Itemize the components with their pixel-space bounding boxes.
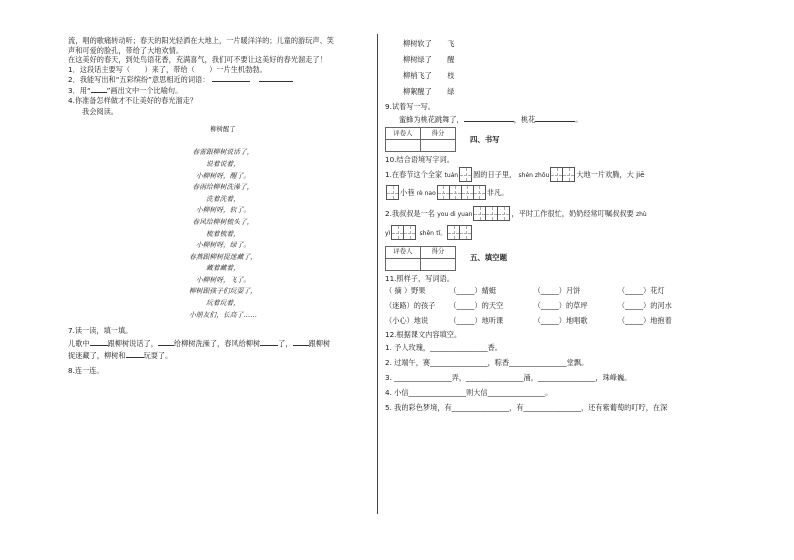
column-divider bbox=[377, 34, 378, 514]
question-10: 10.结合语境写字词。 bbox=[385, 155, 454, 165]
match-right: 绿 bbox=[447, 87, 455, 96]
question-12-item[interactable]: 5. 我的彩色梦境，有________________，有________________，还有紫葡萄的叮咛，在深 bbox=[385, 402, 668, 412]
poem-line: 春雷跟柳树说话了， bbox=[192, 148, 254, 157]
question-12-item[interactable]: 1. 予人玫瑰，________________香。 bbox=[385, 342, 502, 352]
poem-line: 小柳树呀，醒了。 bbox=[195, 171, 251, 180]
passage-line: 声和可爱的脸孔，带给了大地欢情。 bbox=[68, 45, 184, 55]
answer-blank[interactable] bbox=[259, 74, 293, 82]
fill-text: 捉迷藏了，柳树和 bbox=[68, 351, 126, 361]
question-7: 7.读一读，填一填。 bbox=[68, 326, 133, 336]
question-3-suffix: ”画出文中一个比喻句。 bbox=[106, 85, 183, 95]
poem bbox=[76, 124, 370, 322]
left-column bbox=[68, 36, 370, 376]
word-item: （小心）地说 bbox=[385, 316, 429, 326]
word-item[interactable]: （_____）月饼 bbox=[533, 286, 581, 296]
question-10-2-cont bbox=[385, 224, 715, 243]
score-cell[interactable] bbox=[421, 258, 456, 270]
score-label-score: 得分 bbox=[421, 128, 456, 140]
match-left: 柳树软了 bbox=[403, 39, 432, 48]
fill-text: 1.在春节这个全家 bbox=[385, 169, 443, 179]
poem-line: 春风给柳树梳头了， bbox=[192, 217, 254, 226]
poem-line: 小柳树呀，飞了。 bbox=[195, 275, 251, 284]
question-2-label: 2．我能写出和“五彩缤纷”意思相近的词语： bbox=[68, 75, 210, 85]
word-item[interactable]: （_____）地抱着 bbox=[617, 316, 672, 326]
question-10-2 bbox=[385, 205, 715, 224]
score-label-grader: 评卷人 bbox=[386, 128, 421, 140]
question-11-rows bbox=[385, 283, 715, 328]
poem-line: 洗着洗着， bbox=[206, 194, 240, 203]
writing-grid[interactable] bbox=[473, 206, 510, 221]
score-cell[interactable] bbox=[386, 258, 421, 270]
word-item[interactable]: （_____）地听课 bbox=[449, 316, 504, 326]
question-2 bbox=[68, 74, 370, 85]
underline-sample bbox=[91, 85, 107, 93]
answer-blank[interactable] bbox=[464, 114, 514, 122]
question-9-fill bbox=[385, 114, 715, 125]
question-10-1 bbox=[385, 167, 715, 184]
poem-line: 柳树跟孩子们玩耍了， bbox=[189, 287, 257, 296]
question-12-item[interactable]: 2. 过端午，赛________________，粽香________________堂飘。 bbox=[385, 357, 589, 367]
fill-text: 玩耍了。 bbox=[143, 351, 173, 361]
pinyin: rè nao bbox=[416, 189, 436, 197]
pinyin: tǐ。 bbox=[436, 229, 447, 237]
word-item[interactable]: （_____）的天空 bbox=[449, 301, 504, 311]
poem-line: 说着说着， bbox=[206, 159, 240, 168]
match-row[interactable] bbox=[403, 68, 715, 84]
word-item[interactable]: （_____）的河水 bbox=[617, 301, 672, 311]
answer-blank[interactable] bbox=[293, 338, 309, 346]
score-label-grader: 评卷人 bbox=[386, 246, 421, 258]
match-right: 飞 bbox=[447, 39, 455, 48]
match-row[interactable] bbox=[403, 84, 715, 100]
question-3 bbox=[68, 85, 370, 96]
word-item[interactable]: （_____）的草坪 bbox=[533, 301, 588, 311]
writing-grid[interactable] bbox=[386, 185, 399, 200]
answer-blank[interactable] bbox=[260, 338, 278, 346]
poem-line: 藏着藏着， bbox=[206, 264, 240, 273]
word-item[interactable]: （_____）地唱歌 bbox=[533, 316, 588, 326]
writing-grid[interactable] bbox=[459, 167, 472, 182]
section-4-header bbox=[385, 127, 715, 152]
score-table bbox=[385, 246, 456, 271]
pinyin: tuán bbox=[444, 171, 459, 179]
fill-text: 给柳树洗澡了，春风给柳树 bbox=[173, 338, 261, 348]
match-right: 枝 bbox=[447, 71, 455, 80]
match-left: 柳树绿了 bbox=[403, 55, 432, 64]
pinyin: shēn bbox=[419, 229, 434, 237]
reading-heading: 我会阅读。 bbox=[82, 107, 118, 117]
writing-grid[interactable] bbox=[437, 185, 486, 200]
match-list bbox=[403, 36, 715, 100]
question-11: 11.照样子，写词语。 bbox=[385, 273, 454, 283]
poem-line: 春燕跟柳树捉迷藏了， bbox=[189, 252, 257, 261]
poem-line: 玩着玩着， bbox=[206, 299, 240, 308]
writing-grid[interactable] bbox=[391, 225, 416, 240]
answer-blank[interactable] bbox=[90, 338, 108, 346]
question-4: 4.你准备怎样做才不让美好的春光溜走？ bbox=[68, 95, 198, 105]
answer-blank[interactable] bbox=[158, 338, 174, 346]
poem-line: 小朋友们，长高了…… bbox=[189, 310, 257, 319]
section-title: 四、书写 bbox=[470, 134, 500, 144]
fill-text: 跟柳树说话了， bbox=[107, 338, 158, 348]
question-8: 8.连一连。 bbox=[68, 366, 104, 376]
pinyin: shén zhōu bbox=[518, 171, 550, 179]
question-12-item[interactable]: 4. 小信________________则大信________________。 bbox=[385, 387, 553, 397]
pinyin: you di yuan bbox=[437, 210, 473, 218]
answer-blank[interactable] bbox=[212, 74, 250, 82]
fill-text: ，平时工作很忙，奶奶经常叮嘱叔叔要 bbox=[511, 208, 634, 218]
word-row bbox=[385, 313, 715, 328]
fill-text: 大地一片欢腾，大 jiē bbox=[576, 169, 645, 179]
word-item: （ 摘 ）野果 bbox=[385, 286, 426, 296]
poem-title: 柳树醒了 bbox=[210, 124, 236, 133]
right-column bbox=[385, 36, 715, 415]
question-12: 12.根据课文内容填空。 bbox=[385, 330, 462, 340]
fill-text: 儿歌中 bbox=[68, 338, 90, 348]
section-title: 五、填空题 bbox=[470, 253, 507, 263]
writing-grid[interactable] bbox=[550, 167, 575, 182]
poem-line: 小柳树呀，绿了。 bbox=[195, 241, 251, 250]
word-item[interactable]: （_____）花灯 bbox=[617, 286, 665, 296]
passage-line: 在这美好的春天，到处鸟语花香，充满喜气，我们可不要让这美好的春光溜走了！ bbox=[68, 55, 327, 65]
section-5-header bbox=[385, 246, 715, 271]
question-1: 1．这段话主要写（ ）来了，带给（ ）一片生机勃勃。 bbox=[68, 64, 267, 74]
question-3-prefix: 3．用“ bbox=[68, 85, 91, 95]
fill-text: ，桃花 bbox=[513, 114, 536, 124]
word-row bbox=[385, 298, 715, 313]
pinyin: yì bbox=[385, 229, 391, 237]
writing-grid[interactable] bbox=[447, 225, 472, 240]
match-row[interactable] bbox=[403, 36, 715, 52]
answer-blank[interactable] bbox=[535, 114, 575, 122]
question-12-item[interactable]: 3. ________________弄，________________涌，________________，珠峰巍。 bbox=[385, 372, 632, 382]
score-cell[interactable] bbox=[386, 140, 421, 152]
fill-text: 了， bbox=[278, 338, 293, 348]
score-label-score: 得分 bbox=[421, 246, 456, 258]
passage-line: 流，唱的歌痛转动听；春天的阳光轻洒在大地上，一片暖洋洋的；儿童的游玩声、笑 bbox=[68, 36, 334, 45]
fill-text: 2.我叔叔是一名 bbox=[385, 208, 435, 218]
word-item[interactable]: （_____）蜻蜓 bbox=[449, 286, 497, 296]
score-cell[interactable] bbox=[421, 140, 456, 152]
question-7-fill-line bbox=[68, 338, 370, 349]
match-row[interactable] bbox=[403, 52, 715, 68]
match-right: 醒 bbox=[447, 55, 455, 64]
word-item: （迷路）的孩子 bbox=[385, 301, 436, 311]
pinyin: zhù bbox=[635, 210, 647, 218]
poem-line: 梳着梳着， bbox=[206, 229, 240, 238]
question-9: 9.试着写一写。 bbox=[385, 102, 435, 111]
fill-text: 圆的日子里， bbox=[473, 169, 517, 179]
word-row bbox=[385, 283, 715, 298]
fill-text: 。 bbox=[575, 114, 583, 124]
fill-text: 蜜蜂为桃花跳舞了， bbox=[399, 114, 464, 124]
answer-blank[interactable] bbox=[126, 350, 144, 358]
match-left: 柳梢飞了 bbox=[403, 71, 432, 80]
poem-line: 小柳树呀，软了。 bbox=[195, 206, 251, 215]
poem-line: 春雨给柳树洗澡了， bbox=[192, 183, 254, 192]
fill-text: 小巷 bbox=[400, 187, 415, 197]
question-10-1-cont bbox=[385, 184, 715, 203]
fill-text: 跟柳树 bbox=[308, 338, 331, 348]
question-7-fill-line bbox=[68, 350, 370, 361]
fill-text: 非凡。 bbox=[486, 187, 509, 197]
score-table bbox=[385, 127, 456, 152]
match-left: 柳絮醒了 bbox=[403, 87, 432, 96]
